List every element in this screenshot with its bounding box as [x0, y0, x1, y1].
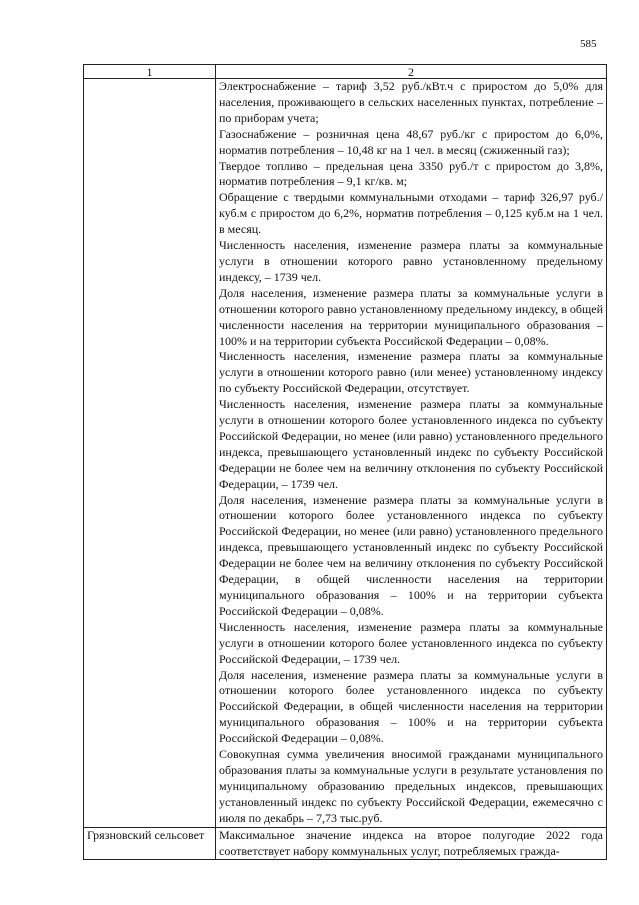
municipality-cell: [84, 79, 216, 828]
paragraph-total-increase: Совокупная сумма увеличения вносимой гражданами муниципального образования платы за коммунальные услуги в результате установления по муниципальному образованию предельных индексов, превышающих установленный индекс по субъекту Российской Федерации, ежемесячно с июля по декабрь – 7,73 тыс.руб.: [219, 747, 603, 825]
paragraph-share-equal: Доля населения, изменение размера платы за коммунальные услуги в отношении которого равно установленному предельному индексу, в общей численности населения на территории муниципального образования – 100% и на территории субъекта Российской Федерации – 0,08%.: [219, 285, 603, 348]
paragraph-population-between: Численность населения, изменение размера платы за коммунальные услуги в отношении которого более установленного индекса по субъекту Российской Федерации, но менее (или равно) установленного предельного индекса, превышающего установленный индекс по субъекту Российской Федерации не более чем на величину отклонения по субъекту Российской Федерации, – 1739 чел.: [219, 397, 603, 491]
paragraph-gas: Газоснабжение – розничная цена 48,67 руб./кг с приростом до 6,0%, норматив потребления – 10,48 кг на 1 чел. в месяц (сжиженный газ);: [219, 126, 603, 157]
paragraph-share-more: Доля населения, изменение размера платы за коммунальные услуги в отношении которого более установленного индекса по субъекту Российской Федерации, в общей численности населения на территории муниципального образования – 100% и на территории субъекта Российской Федерации – 0,08%.: [219, 667, 603, 746]
paragraph-electricity: Электроснабжение – тариф 3,52 руб./кВт.ч с приростом до 5,0% для населения, проживающего в сельских населенных пунктах, потребление – по приборам учета;: [219, 79, 603, 125]
page-number: 585: [580, 38, 597, 50]
paragraph-population-less: Численность населения, изменение размера платы за коммунальные услуги в отношении которого равно (или менее) установленному индексу по субъекту Российской Федерации, отсутствует.: [219, 349, 603, 396]
paragraph-population-more: Численность населения, изменение размера платы за коммунальные услуги в отношении которого более установленного индекса по субъекту Российской Федерации, – 1739 чел.: [219, 619, 603, 666]
table-header-row: [84, 65, 607, 79]
paragraph-waste: Обращение с твердыми коммунальными отходами – тариф 326,97 руб./куб.м с приростом до 6,2%, норматив потребления – 0,125 куб.м на 1 чел. в месяц.: [219, 190, 603, 237]
municipality-cell: Грязновский сельсовет: [84, 827, 216, 860]
description-cell: [216, 79, 607, 828]
table-row: [84, 827, 607, 860]
column-header-1: 1: [84, 65, 216, 79]
paragraph-max-index: Максимальное значение индекса на второе полугодие 2022 года соответствует набору коммунальных услуг, потребляемых гражда-: [219, 827, 603, 858]
column-header-2: 2: [216, 65, 607, 79]
paragraph-solid-fuel: Твердое топливо – предельная цена 3350 руб./т с приростом до 3,8%, норматив потребления – 9,1 кг/кв. м;: [219, 158, 603, 189]
paragraph-population-equal: Численность населения, изменение размера платы за коммунальные услуги в отношении которого равно установленному предельному индексу, – 1739 чел.: [219, 238, 603, 284]
municipal-index-table: [83, 64, 607, 860]
table-row: [84, 79, 607, 828]
description-cell: [216, 827, 607, 860]
paragraph-share-between: Доля населения, изменение размера платы за коммунальные услуги в отношении которого более установленного индекса по субъекту Российской Федерации, но менее (или равно) установленного предельного индекса, превышающего установленный индекс по субъекту Российской Федерации не более чем на величину отклонения по субъекту Российской Федерации, в общей численности населения на территории муниципального образования – 100% и на территории субъекта Российской Федерации – 0,08%.: [219, 492, 603, 618]
